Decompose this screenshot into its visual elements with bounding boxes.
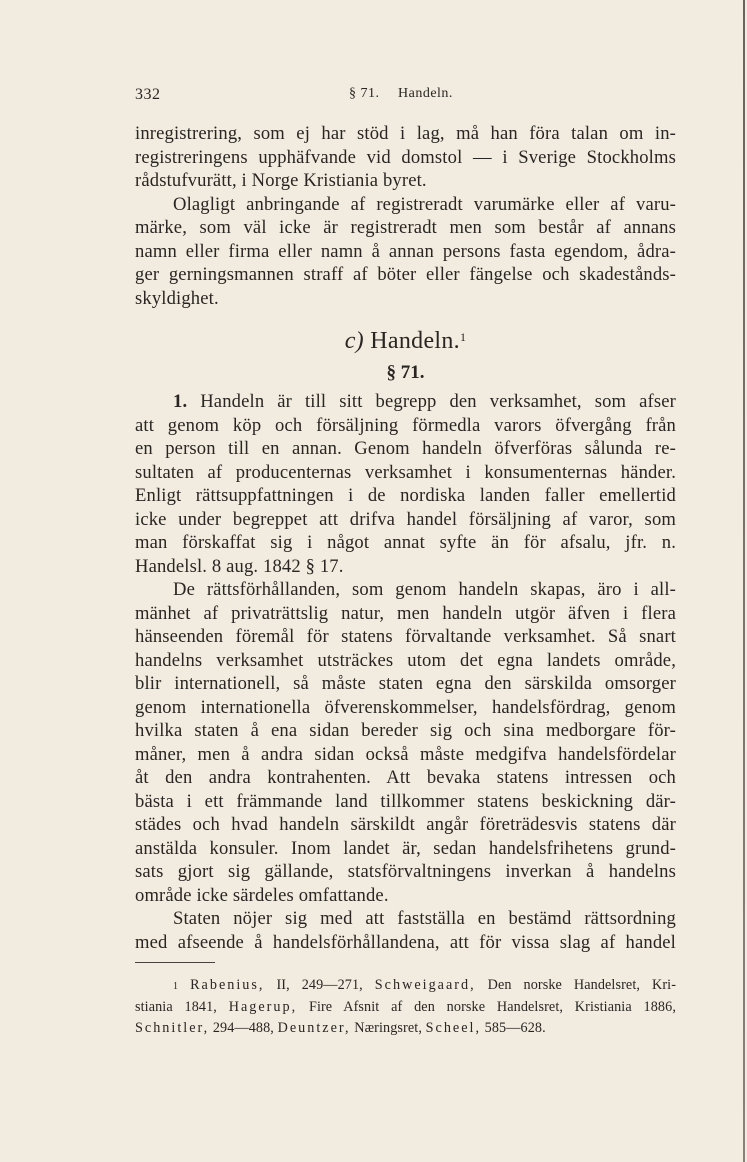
text-line: blir internationell, så måste staten egna den särskilda omsorger — [135, 673, 676, 694]
text-line: åt den andra kontrahenten. Att bevaka statens intressen och — [135, 767, 676, 788]
text-line: sats gjort sig gällande, statsförvaltningens inverkan å handelns — [135, 861, 676, 882]
footnote-ref[interactable]: 1 — [459, 330, 467, 344]
text-line: hvilka staten å ena sidan bereder sig och sina medborgare för- — [135, 720, 676, 741]
heading-label: c) — [344, 328, 364, 354]
text-line: anstälda konsuler. Inom landet är, sedan handelsfrihetens grund- — [135, 837, 676, 859]
footnote-author: Schnitler, — [135, 1020, 210, 1036]
text-line: registreringens upphäfvande vid domstol — i Sverige Stockholms — [135, 146, 676, 168]
paragraph-top — [135, 122, 676, 193]
running-head-section: § 71. — [349, 86, 380, 101]
running-head — [135, 84, 676, 110]
text-line: icke under begreppet att drifva handel försäljning af varor, som — [135, 508, 676, 530]
footnote-text: Næringsret, — [354, 1020, 422, 1036]
text-line: Olagligt anbringande af registreradt varumärke eller af varu- — [173, 193, 676, 215]
text-line — [135, 390, 676, 414]
text-line: genom internationella öfverenskommelser, handelsfördrag, genom — [135, 696, 676, 718]
paragraph-staten — [135, 907, 676, 954]
footnote-text: II, 249—271, — [276, 977, 363, 993]
text-line: Staten nöjer sig med att fastställa en bestämd rättsordning — [173, 908, 676, 929]
footnote-text: Den norske Handelsret, Kri- — [487, 977, 677, 993]
footnote-author: Rabenius, — [190, 977, 265, 993]
text-line: med afseende å handelsförhållandena, att för vissa slag af handel — [135, 931, 676, 953]
text-line: handelns verksamhet utsträckes utom det egna landets område, — [135, 649, 676, 671]
text-line: hänseenden föremål för statens förvaltande verksamhet. Så snart — [135, 626, 676, 647]
book-page — [135, 84, 676, 1040]
paragraph-number: 1. — [173, 391, 188, 412]
footnote-line — [135, 997, 676, 1019]
text-line-rest: Handeln är till sitt begrepp den verksamhet, som afser — [200, 391, 676, 412]
text-line: sultaten af producenternas verksamhet i konsumenternas händer. — [135, 461, 676, 483]
footnote-text: 294—488, — [212, 1020, 274, 1036]
heading-title: Handeln. — [370, 328, 460, 354]
footnote-text: 585—628. — [484, 1020, 546, 1036]
footnote — [135, 975, 676, 1040]
footnote-author: Deuntzer, — [277, 1020, 351, 1036]
section-heading: § 71. — [386, 362, 425, 383]
text-line: att genom köp och försäljning förmedla varors öfvergång från — [135, 414, 676, 436]
footnote-text: Fire Afsnit af den norske Handelsret, Kristiania 1886, — [308, 998, 676, 1015]
text-line: De rättsförhållanden, som genom handeln skapas, äro i all- — [173, 579, 676, 600]
text-line: en person till en annan. Genom handeln öfverföras sålunda re- — [135, 438, 676, 459]
text-line: område icke särdeles omfattande. — [135, 884, 389, 906]
footnote-author: Scheel, — [425, 1020, 481, 1036]
footnote-author: Schweigaard, — [374, 977, 476, 993]
paragraph-handeln — [135, 390, 676, 578]
text-line: bästa i ett främmande land tillkommer statens beskickning där- — [135, 790, 676, 812]
text-line: mänhet af privaträttslig natur, men handeln utgör äfven i flera — [135, 602, 676, 624]
text-line: Handelsl. 8 aug. 1842 § 17. — [135, 555, 344, 577]
text-line: städes och hvad handeln särskildt angår företrädesvis statens där — [135, 814, 676, 835]
page-number: 332 — [135, 86, 161, 103]
paragraph-rattsforhallanden — [135, 578, 676, 907]
page-edge-line — [743, 0, 745, 1162]
footnote-text: stiania 1841, — [135, 998, 217, 1015]
chapter-heading — [135, 328, 676, 360]
footnote-mark: 1 — [173, 981, 179, 992]
text-line: märke, som väl icke är registreradt men som består af annans — [135, 217, 676, 238]
text-line: Enligt rättsuppfattningen i de nordiska landen faller emellertid — [135, 485, 676, 506]
text-line: rådstufvurätt, i Norge Kristiania byret. — [135, 170, 427, 191]
text-line: skyldighet. — [135, 287, 219, 309]
text-line: ger gerningsmannen straff af böter eller fängelse och skadestånds- — [135, 264, 676, 285]
footnote-author: Hagerup, — [228, 998, 298, 1015]
footnote-line — [135, 1018, 676, 1040]
text-line: namn eller firma eller namn å annan persons fasta egendom, ådra- — [135, 240, 676, 262]
text-line: inregistrering, som ej har stöd i lag, må han föra talan om in- — [135, 123, 676, 144]
text-line: måner, men å andra sidan också måste medgifva handelsfördelar — [135, 743, 676, 765]
footnote-line — [135, 975, 676, 997]
text-line: man förskaffat sig i något annat syfte än för afsalu, jfr. n. — [135, 532, 676, 553]
footnote-divider — [135, 962, 215, 963]
running-head-title: Handeln. — [398, 86, 453, 101]
paragraph-olagligt — [135, 193, 676, 311]
